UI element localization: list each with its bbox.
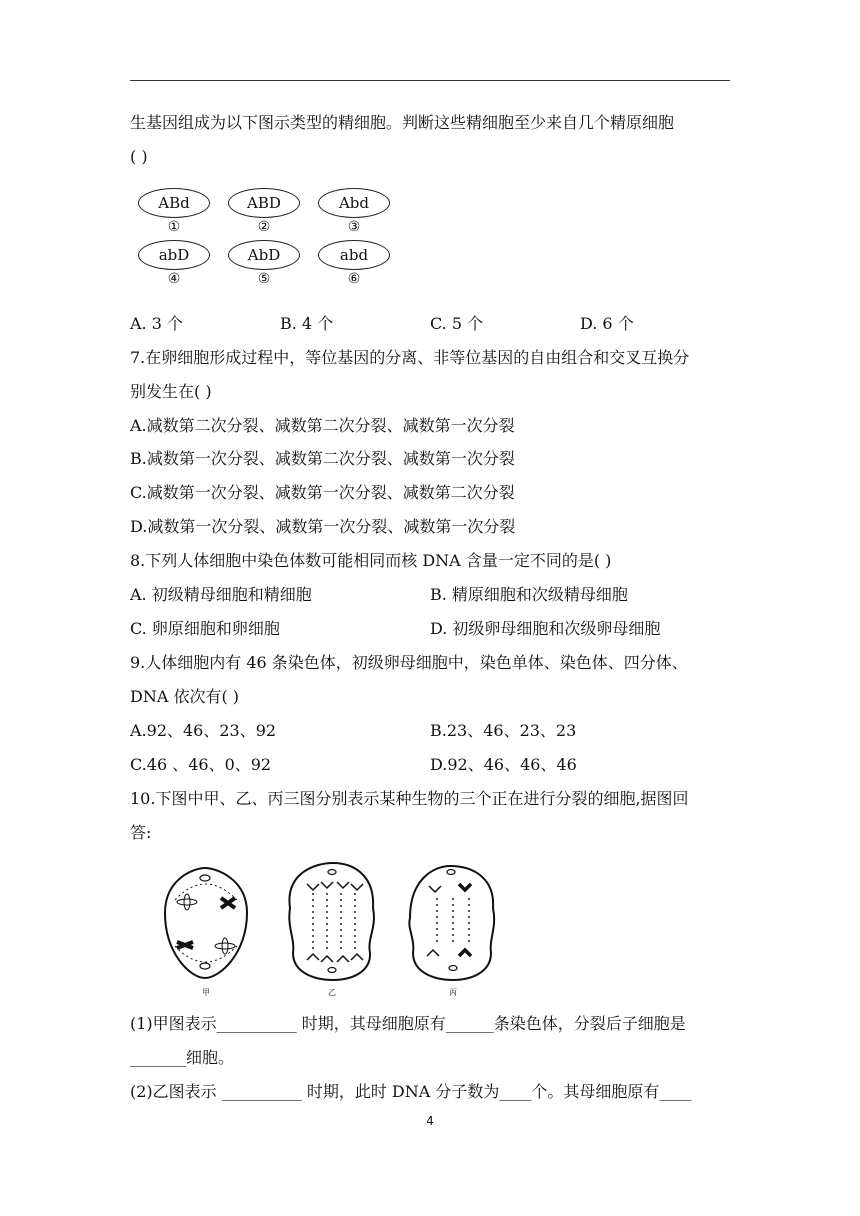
q9-stem-line-1: 9.人体细胞内有 46 条染色体，初级卵母细胞中，染色单体、染色体、四分体、 bbox=[130, 653, 688, 672]
gamete-ellipse: ABD bbox=[228, 188, 300, 218]
caption-jia: 甲 bbox=[202, 988, 210, 997]
q8-stem: 8.下列人体细胞中染色体数可能相同而核 DNA 含量一定不同的是( ) bbox=[130, 551, 612, 570]
q7-stem-line-2: 别发生在( ) bbox=[130, 382, 212, 401]
gamete-number: ④ bbox=[167, 271, 181, 287]
gamete-number: ③ bbox=[347, 219, 361, 235]
q7-option-a: A.减数第二次分裂、减数第二次分裂、减数第一次分裂 bbox=[130, 416, 515, 435]
gamete-number: ① bbox=[167, 219, 181, 235]
cell-yi-drawing bbox=[289, 863, 374, 980]
q7-option-b: B.减数第一次分裂、减数第二次分裂、减数第一次分裂 bbox=[130, 449, 515, 468]
gamete-ellipse: abD bbox=[138, 240, 210, 270]
gamete-number: ⑥ bbox=[347, 271, 361, 287]
q10-sub2-line-1: (2)乙图表示 __________ 时期，此时 DNA 分子数为____个。其母细胞原有____ bbox=[130, 1082, 692, 1101]
q9-stem-line-2: DNA 依次有( ) bbox=[130, 687, 240, 706]
page-number: 4 bbox=[426, 1114, 434, 1128]
q8-option-b: B. 精原细胞和次级精母细胞 bbox=[430, 585, 628, 604]
q9-option-c: C.46 、46、0、92 bbox=[130, 755, 272, 774]
q9-option-d: D.92、46、46、46 bbox=[430, 755, 577, 774]
q6-option-d: D. 6 个 bbox=[580, 314, 634, 333]
q7-stem-line-1: 7.在卵细胞形成过程中，等位基因的分离、非等位基因的自由组合和交叉互换分 bbox=[130, 348, 690, 367]
gamete-ellipse: ABd bbox=[138, 188, 210, 218]
gamete-ellipse: AbD bbox=[228, 240, 300, 270]
q7-option-d: D.减数第一次分裂、减数第一次分裂、减数第一次分裂 bbox=[130, 517, 516, 536]
q6-option-a: A. 3 个 bbox=[130, 314, 183, 333]
q6-option-b: B. 4 个 bbox=[280, 314, 334, 333]
q8-option-a: A. 初级精母细胞和精细胞 bbox=[130, 585, 312, 604]
q9-option-b: B.23、46、23、23 bbox=[430, 721, 577, 740]
intro-line-1: 生基因组成为以下图示类型的精细胞。判断这些精细胞至少来自几个精原细胞 bbox=[130, 113, 675, 132]
header-rule bbox=[130, 80, 730, 81]
q10-sub1-line-1: (1)甲图表示__________ 时期，其母细胞原有______条染色体，分裂后子细胞是 bbox=[130, 1014, 686, 1033]
q8-option-c: C. 卵原细胞和卵细胞 bbox=[130, 619, 280, 638]
q10-sub1-line-2: _______细胞。 bbox=[130, 1048, 235, 1067]
caption-bing: 丙 bbox=[449, 988, 457, 997]
q6-option-c: C. 5 个 bbox=[430, 314, 484, 333]
q9-option-a: A.92、46、23、92 bbox=[130, 721, 277, 740]
q8-option-d: D. 初级卵母细胞和次级卵母细胞 bbox=[430, 619, 661, 638]
q10-stem-line-2: 答: bbox=[130, 823, 152, 842]
gamete-ellipse: Abd bbox=[318, 188, 390, 218]
intro-line-2: ( ) bbox=[130, 147, 148, 166]
gamete-number: ⑤ bbox=[257, 271, 271, 287]
gamete-number: ② bbox=[257, 219, 271, 235]
cell-division-figure bbox=[155, 858, 505, 988]
q10-stem-line-1: 10.下图中甲、乙、丙三图分别表示某种生物的三个正在进行分裂的细胞,据图回 bbox=[130, 789, 689, 808]
cell-jia-drawing bbox=[165, 868, 247, 978]
q7-option-c: C.减数第一次分裂、减数第一次分裂、减数第二次分裂 bbox=[130, 483, 515, 502]
caption-yi: 乙 bbox=[328, 988, 336, 997]
cell-bing-drawing bbox=[409, 866, 494, 980]
gamete-ellipse: abd bbox=[318, 240, 390, 270]
